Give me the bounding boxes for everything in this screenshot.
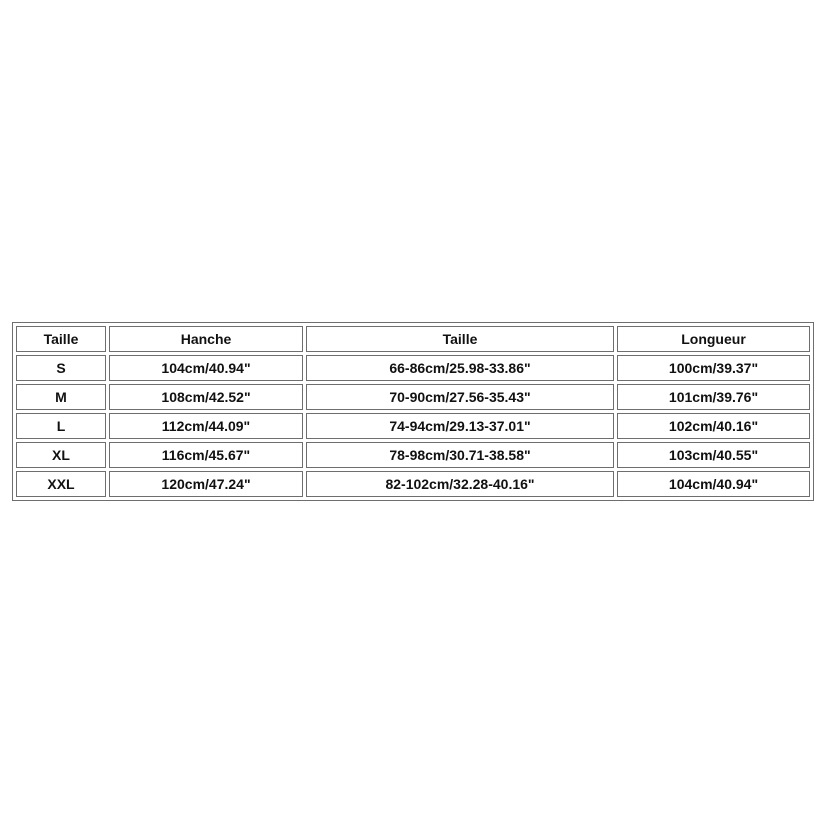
cell-hip: 104cm/40.94"	[109, 355, 303, 381]
header-waist: Taille	[306, 326, 614, 352]
cell-hip: 108cm/42.52"	[109, 384, 303, 410]
cell-length: 103cm/40.55"	[617, 442, 810, 468]
header-size: Taille	[16, 326, 106, 352]
cell-hip: 112cm/44.09"	[109, 413, 303, 439]
cell-hip: 120cm/47.24"	[109, 471, 303, 497]
cell-hip: 116cm/45.67"	[109, 442, 303, 468]
cell-size: L	[16, 413, 106, 439]
table-row	[16, 384, 810, 410]
cell-length: 101cm/39.76"	[617, 384, 810, 410]
table-row	[16, 442, 810, 468]
table-row	[16, 471, 810, 497]
table-row	[16, 413, 810, 439]
cell-length: 102cm/40.16"	[617, 413, 810, 439]
cell-size: M	[16, 384, 106, 410]
cell-size: S	[16, 355, 106, 381]
header-hip: Hanche	[109, 326, 303, 352]
table-header-row	[16, 326, 810, 352]
cell-size: XL	[16, 442, 106, 468]
cell-waist: 82-102cm/32.28-40.16"	[306, 471, 614, 497]
cell-waist: 74-94cm/29.13-37.01"	[306, 413, 614, 439]
cell-waist: 66-86cm/25.98-33.86"	[306, 355, 614, 381]
cell-size: XXL	[16, 471, 106, 497]
cell-length: 100cm/39.37"	[617, 355, 810, 381]
size-chart-table	[12, 322, 814, 501]
table-row	[16, 355, 810, 381]
cell-waist: 70-90cm/27.56-35.43"	[306, 384, 614, 410]
cell-waist: 78-98cm/30.71-38.58"	[306, 442, 614, 468]
cell-length: 104cm/40.94"	[617, 471, 810, 497]
header-length: Longueur	[617, 326, 810, 352]
